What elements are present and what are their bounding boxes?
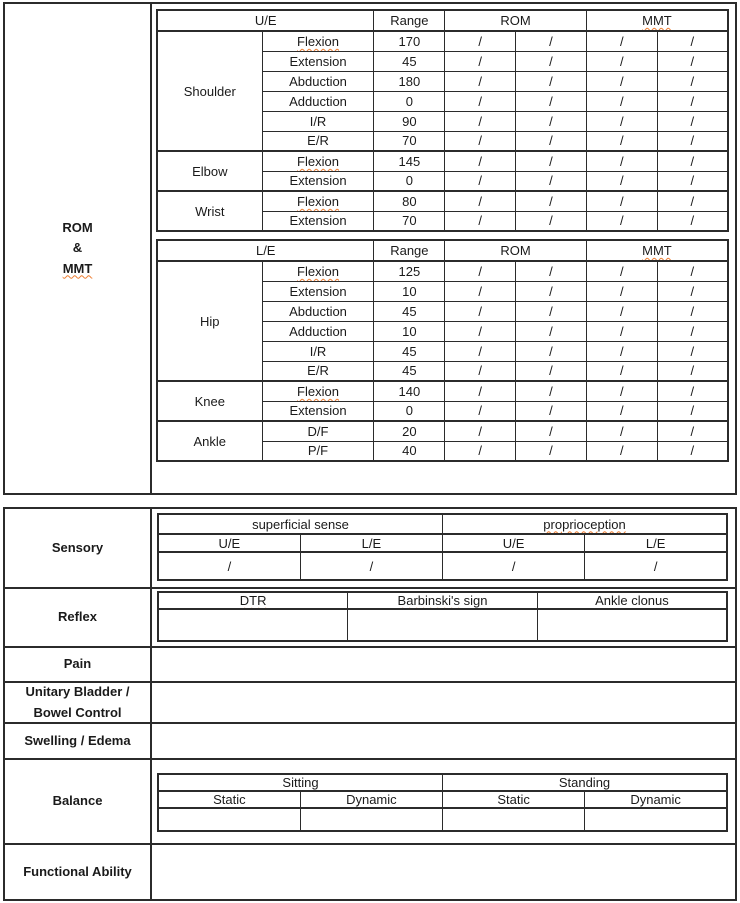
- pain-label: Pain: [5, 648, 152, 681]
- rom-value-cell: /: [516, 421, 587, 441]
- pain-row: [5, 648, 735, 683]
- assessment-section: [3, 507, 737, 901]
- range-value-cell: 20: [374, 421, 445, 441]
- sensory-row: [5, 509, 735, 589]
- sensory-value-cell: /: [585, 552, 727, 580]
- balance-content: [152, 760, 735, 843]
- sensory-subheader-row: [158, 534, 727, 552]
- range-header-cell: Range: [374, 240, 445, 261]
- range-value-cell: 10: [374, 321, 445, 341]
- range-header-cell: Range: [374, 10, 445, 31]
- rom-value-cell: /: [516, 91, 587, 111]
- motion-cell: Flexion: [262, 151, 374, 171]
- rom-value-cell: /: [516, 361, 587, 381]
- mmt-value-cell: /: [657, 361, 728, 381]
- rom-row: [157, 421, 728, 441]
- mmt-value-cell: /: [586, 111, 657, 131]
- rom-value-cell: /: [516, 31, 587, 51]
- rom-value-cell: /: [445, 321, 516, 341]
- range-value-cell: 0: [374, 401, 445, 421]
- rom-header-cell: ROM: [445, 240, 587, 261]
- motion-cell: Abduction: [262, 301, 374, 321]
- sensory-ue-header-cell: U/E: [158, 534, 300, 552]
- range-value-cell: 145: [374, 151, 445, 171]
- mmt-value-cell: /: [657, 151, 728, 171]
- mmt-value-cell: /: [586, 301, 657, 321]
- mmt-value-cell: /: [657, 381, 728, 401]
- motion-cell: Flexion: [262, 261, 374, 281]
- ankle-clonus-header-cell: Ankle clonus: [537, 592, 727, 609]
- rom-value-cell: /: [516, 321, 587, 341]
- mmt-value-cell: /: [657, 421, 728, 441]
- balance-group-header-row: [158, 774, 727, 791]
- mmt-value-cell: /: [657, 111, 728, 131]
- motion-cell: Adduction: [262, 321, 374, 341]
- reflex-header-row: [158, 592, 727, 609]
- standing-header-cell: Standing: [443, 774, 728, 791]
- rom-value-cell: /: [445, 261, 516, 281]
- reflex-value-row: [158, 609, 727, 641]
- rom-row: [157, 381, 728, 401]
- rom-value-cell: /: [445, 171, 516, 191]
- range-value-cell: 45: [374, 301, 445, 321]
- motion-cell: E/R: [262, 131, 374, 151]
- le-rom-table: [156, 239, 729, 462]
- dynamic-header-cell: Dynamic: [300, 791, 442, 808]
- motion-cell: Extension: [262, 171, 374, 191]
- mmt-value-cell: /: [657, 441, 728, 461]
- rom-value-cell: /: [516, 261, 587, 281]
- mmt-value-cell: /: [657, 301, 728, 321]
- rom-value-cell: /: [516, 71, 587, 91]
- mmt-value-cell: /: [586, 261, 657, 281]
- ue-rom-table: [156, 9, 729, 232]
- motion-cell: Extension: [262, 281, 374, 301]
- motion-cell: Extension: [262, 401, 374, 421]
- mmt-value-cell: /: [657, 211, 728, 231]
- rom-value-cell: /: [445, 91, 516, 111]
- range-value-cell: 140: [374, 381, 445, 401]
- rom-value-cell: /: [516, 441, 587, 461]
- reflex-label: Reflex: [5, 589, 152, 646]
- rom-value-cell: /: [516, 211, 587, 231]
- rom-row: [157, 31, 728, 51]
- joint-cell: Ankle: [157, 421, 262, 461]
- sensory-value-row: [158, 552, 727, 580]
- mmt-header-cell: MMT: [586, 240, 728, 261]
- rom-value-cell: /: [445, 281, 516, 301]
- rom-mmt-content: [152, 4, 735, 493]
- motion-cell: I/R: [262, 111, 374, 131]
- rom-row: [157, 261, 728, 281]
- motion-cell: I/R: [262, 341, 374, 361]
- balance-row: [5, 760, 735, 845]
- mmt-value-cell: /: [586, 191, 657, 211]
- rom-value-cell: /: [516, 51, 587, 71]
- range-value-cell: 45: [374, 51, 445, 71]
- functional-ability-label: Functional Ability: [5, 845, 152, 899]
- joint-cell: Knee: [157, 381, 262, 421]
- rom-value-cell: /: [445, 381, 516, 401]
- mmt-value-cell: /: [586, 71, 657, 91]
- rom-value-cell: /: [445, 361, 516, 381]
- mmt-value-cell: /: [657, 321, 728, 341]
- rom-value-cell: /: [445, 151, 516, 171]
- mmt-value-cell: /: [657, 341, 728, 361]
- joint-cell: Shoulder: [157, 31, 262, 151]
- balance-value-cell: [585, 808, 727, 831]
- rom-value-cell: /: [445, 341, 516, 361]
- sensory-le-header-cell: L/E: [585, 534, 727, 552]
- rom-value-cell: /: [445, 401, 516, 421]
- mmt-value-cell: /: [586, 441, 657, 461]
- rom-value-cell: /: [445, 51, 516, 71]
- mmt-header-cell: MMT: [586, 10, 728, 31]
- rom-value-cell: /: [445, 131, 516, 151]
- balance-label: Balance: [5, 760, 152, 843]
- ue-header-row: [157, 10, 728, 31]
- balance-value-cell: [443, 808, 585, 831]
- mmt-value-cell: /: [586, 281, 657, 301]
- rom-value-cell: /: [516, 381, 587, 401]
- sensory-content: [152, 509, 735, 587]
- rom-value-cell: /: [516, 111, 587, 131]
- range-value-cell: 0: [374, 91, 445, 111]
- motion-cell: P/F: [262, 441, 374, 461]
- motion-cell: E/R: [262, 361, 374, 381]
- sensory-group-header-row: [158, 514, 727, 534]
- range-value-cell: 170: [374, 31, 445, 51]
- motion-cell: Flexion: [262, 381, 374, 401]
- bladder-bowel-row: [5, 683, 735, 724]
- rom-value-cell: /: [516, 341, 587, 361]
- superficial-sense-header-cell: superficial sense: [158, 514, 443, 534]
- bladder-bowel-label-line: Bowel Control: [33, 704, 122, 720]
- mmt-value-cell: /: [586, 31, 657, 51]
- sensory-value-cell: /: [300, 552, 442, 580]
- rom-value-cell: /: [516, 191, 587, 211]
- mmt-value-cell: /: [586, 171, 657, 191]
- rom-value-cell: /: [445, 301, 516, 321]
- sensory-ue-header-cell: U/E: [443, 534, 585, 552]
- range-value-cell: 0: [374, 171, 445, 191]
- reflex-content: [152, 589, 735, 646]
- sensory-table: [157, 513, 728, 581]
- mmt-value-cell: /: [586, 51, 657, 71]
- region-header-cell: U/E: [157, 10, 374, 31]
- joint-cell: Wrist: [157, 191, 262, 231]
- balance-value-cell: [158, 808, 300, 831]
- mmt-value-cell: /: [657, 91, 728, 111]
- pain-content: [152, 648, 735, 681]
- range-value-cell: 90: [374, 111, 445, 131]
- swelling-edema-label: Swelling / Edema: [5, 724, 152, 758]
- motion-cell: Extension: [262, 51, 374, 71]
- motion-cell: Abduction: [262, 71, 374, 91]
- rom-row: [157, 151, 728, 171]
- rom-value-cell: /: [445, 421, 516, 441]
- rom-value-cell: /: [445, 71, 516, 91]
- rom-mmt-label-line: MMT: [62, 260, 93, 276]
- bladder-bowel-label: [5, 683, 152, 722]
- static-header-cell: Static: [443, 791, 585, 808]
- rom-mmt-label: [5, 4, 152, 493]
- balance-value-row: [158, 808, 727, 831]
- reflex-value-cell: [537, 609, 727, 641]
- rom-value-cell: /: [516, 171, 587, 191]
- rom-value-cell: /: [516, 301, 587, 321]
- mmt-value-cell: /: [586, 151, 657, 171]
- range-value-cell: 10: [374, 281, 445, 301]
- rom-value-cell: /: [445, 31, 516, 51]
- functional-ability-content: [152, 845, 735, 899]
- rom-value-cell: /: [516, 151, 587, 171]
- sensory-le-header-cell: L/E: [300, 534, 442, 552]
- rom-row: [157, 191, 728, 211]
- mmt-value-cell: /: [657, 131, 728, 151]
- functional-ability-row: [5, 845, 735, 899]
- swelling-edema-row: [5, 724, 735, 760]
- rom-header-cell: ROM: [445, 10, 587, 31]
- rom-mmt-label-line: &: [72, 240, 83, 256]
- balance-value-cell: [300, 808, 442, 831]
- range-value-cell: 180: [374, 71, 445, 91]
- range-value-cell: 40: [374, 441, 445, 461]
- mmt-value-cell: /: [586, 381, 657, 401]
- rom-mmt-section: [3, 2, 737, 495]
- rom-value-cell: /: [516, 401, 587, 421]
- range-value-cell: 45: [374, 361, 445, 381]
- mmt-value-cell: /: [586, 211, 657, 231]
- rom-value-cell: /: [516, 281, 587, 301]
- mmt-value-cell: /: [586, 131, 657, 151]
- range-value-cell: 125: [374, 261, 445, 281]
- sitting-header-cell: Sitting: [158, 774, 443, 791]
- rom-value-cell: /: [516, 131, 587, 151]
- dtr-header-cell: DTR: [158, 592, 348, 609]
- sensory-value-cell: /: [443, 552, 585, 580]
- range-value-cell: 45: [374, 341, 445, 361]
- le-header-row: [157, 240, 728, 261]
- range-value-cell: 80: [374, 191, 445, 211]
- motion-cell: Flexion: [262, 31, 374, 51]
- mmt-value-cell: /: [586, 401, 657, 421]
- static-header-cell: Static: [158, 791, 300, 808]
- mmt-value-cell: /: [586, 341, 657, 361]
- balance-subheader-row: [158, 791, 727, 808]
- mmt-value-cell: /: [657, 281, 728, 301]
- mmt-value-cell: /: [657, 31, 728, 51]
- mmt-value-cell: /: [586, 421, 657, 441]
- proprioception-header-cell: proprioception: [443, 514, 728, 534]
- mmt-value-cell: /: [586, 361, 657, 381]
- balance-table: [157, 773, 728, 832]
- range-value-cell: 70: [374, 211, 445, 231]
- rom-value-cell: /: [445, 441, 516, 461]
- dynamic-header-cell: Dynamic: [585, 791, 727, 808]
- joint-cell: Hip: [157, 261, 262, 381]
- motion-cell: D/F: [262, 421, 374, 441]
- rom-mmt-label-line: ROM: [62, 220, 93, 236]
- bladder-bowel-content: [152, 683, 735, 722]
- mmt-value-cell: /: [657, 171, 728, 191]
- bladder-bowel-label-line: Unitary Bladder /: [25, 684, 130, 700]
- mmt-value-cell: /: [586, 91, 657, 111]
- motion-cell: Flexion: [262, 191, 374, 211]
- reflex-value-cell: [348, 609, 538, 641]
- rom-value-cell: /: [445, 191, 516, 211]
- sensory-value-cell: /: [158, 552, 300, 580]
- rom-value-cell: /: [445, 111, 516, 131]
- mmt-value-cell: /: [657, 401, 728, 421]
- reflex-row: [5, 589, 735, 648]
- mmt-value-cell: /: [657, 191, 728, 211]
- mmt-value-cell: /: [657, 71, 728, 91]
- reflex-table: [157, 591, 728, 642]
- mmt-value-cell: /: [586, 321, 657, 341]
- motion-cell: Adduction: [262, 91, 374, 111]
- motion-cell: Extension: [262, 211, 374, 231]
- range-value-cell: 70: [374, 131, 445, 151]
- reflex-value-cell: [158, 609, 348, 641]
- region-header-cell: L/E: [157, 240, 374, 261]
- barbinski-header-cell: Barbinski's sign: [348, 592, 538, 609]
- mmt-value-cell: /: [657, 261, 728, 281]
- sensory-label: Sensory: [5, 509, 152, 587]
- mmt-value-cell: /: [657, 51, 728, 71]
- swelling-edema-content: [152, 724, 735, 758]
- rom-value-cell: /: [445, 211, 516, 231]
- joint-cell: Elbow: [157, 151, 262, 191]
